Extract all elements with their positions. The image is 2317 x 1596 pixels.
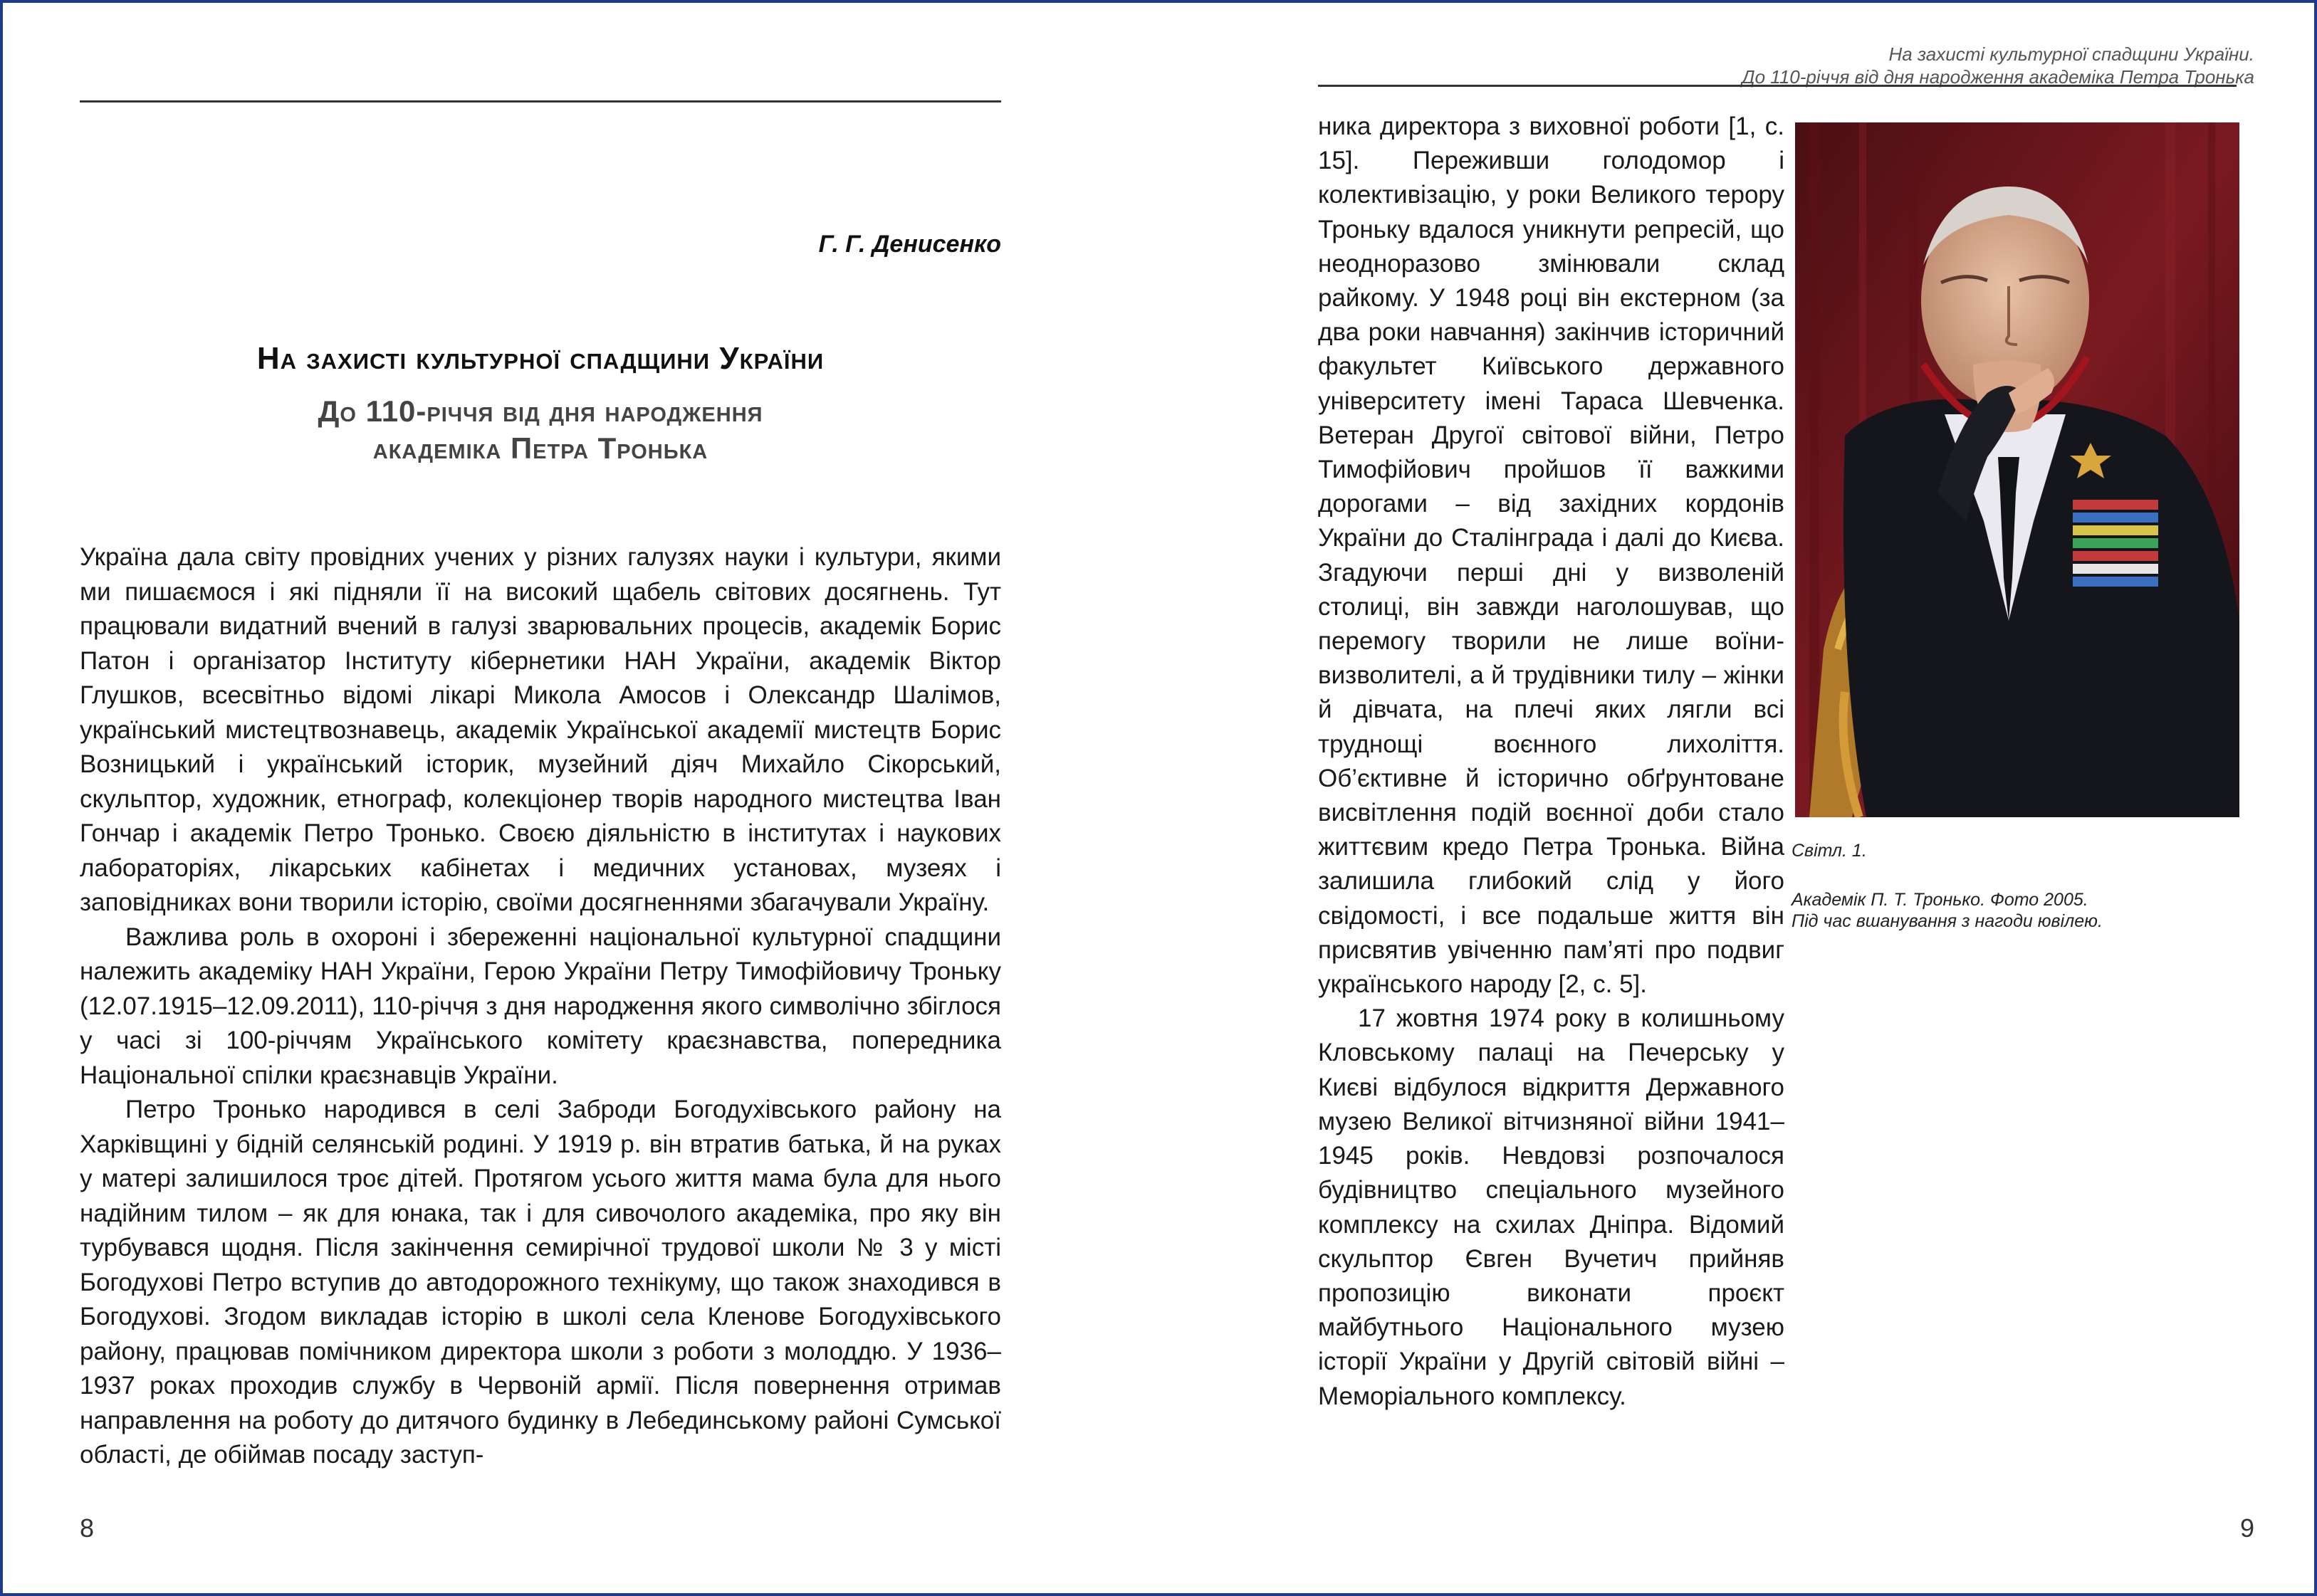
left-page	[3, 3, 1161, 1593]
right-page	[1161, 3, 2317, 1593]
photo-label: Світл. 1.	[1792, 841, 1867, 861]
body-text-left	[80, 540, 1001, 1473]
caption-line: Академік П. Т. Тронько. Фото 2005.	[1792, 890, 2088, 910]
subtitle-line: академіка Петра Тронька	[372, 431, 708, 465]
running-head-line: На захисті культурної спадщини України.	[1888, 43, 2254, 65]
page-number: 9	[2239, 1513, 2254, 1543]
paragraph: Україна дала світу провідних учених у різних галузях науки і культури, якими ми пишаємося і які підняли її на високий щабель світових досягнень. Тут працювали видатний вчений в галузі зварювальних процесів, академік Борис Патон і організатор Інституту кібернетики НАН України, академік Віктор Глушков, всесвітньо відомі лікарі Микола Амосов і Олександр Шалімов, український мистецтвознавець, академік Української академії мистецтв Борис Возницький і український історик, музейний діяч Михайло Сікорський, скульптор, художник, етнограф, колекціонер творів народного мистецтва Іван Гончар і академік Петро Тронько. Своєю діяльністю в інститутах і наукових лабораторіях, лікарських кабінетах і медичних установах, музеях і заповідниках вони творили історію, своїми досягненнями збагачували Україну.	[80, 543, 1001, 916]
paragraph: ника директора з виховної роботи [1, с. 15]. Переживши голодомор і колективізацію, у роки Великого терору Троньку вдалося уникнути репресій, що неодноразово змінювали склад райкому. У 1948 році він екстерном (за два роки навчання) закінчив історичний факультет Київського державного університету імені Тараса Шевченка. Ветеран Другої світової війни, Петро Тимофійович пройшов її важкими дорогами – від західних кордонів України до Сталінграда і далі до Києва. Згадуючи перші дні у визволеній столиці, він завжди наголошував, що перемогу творили не лише воїни-визволителі, а й трудівники тилу – жінки й дівчата, на плечі яких лягли всі труднощі воєнного лихоліття. Об’єктивне й історично обґрунтоване висвітлення подій воєнної доби стало життєвим кредо Петра Тронька. Війна залишила глибокий слід у його свідомості, і все подальше життя він присвятив увіченню пам’яті про подвиг українського народу [2, с. 5].	[1318, 112, 1784, 999]
photo-caption	[1792, 889, 2103, 932]
paragraph: Петро Тронько народився в селі Заброди Богодухівського району на Харківщині у бідній селянській родині. У 1919 р. він втратив батька, й на руках у матері залишилося троє дітей. Протягом усього життя мама була для нього надійним тилом – як для юнака, так і для сивочолого академіка, про яку він турбувався щодня. Після закінчення семирічної трудової школи № 3 у місті Богодухові Петро вступив до автодорожного технікуму, що також знаходився в Богодухові. Згодом викладав історію в школі села Кленове Богодухівського району, працював помічником директора школи з роботи з молоддю. У 1936–1937 роках проходив службу в Червоній армії. Після повернення отримав направлення на роботу до дитячого будинку в Лебединському районі Сумської області, де обіймав посаду заступ-	[80, 1096, 1001, 1469]
page-number: 8	[80, 1513, 95, 1543]
portrait-photo	[1795, 122, 2239, 817]
caption-line: Під час вшанування з нагоди ювілею.	[1792, 911, 2103, 931]
subtitle-line: До 110-річчя від дня народження	[318, 394, 763, 428]
running-head-line: До 110-річчя від дня народження академіка Петра Тронька	[1742, 66, 2254, 88]
header-rule	[1318, 85, 2237, 87]
article-subtitle	[80, 393, 1001, 467]
header-rule	[80, 100, 1001, 103]
running-head	[1742, 43, 2254, 88]
paragraph: Важлива роль в охороні і збереженні національної культурної спадщини належить академіку НАН України, Герою України Петру Тимофійовичу Троньку (12.07.1915–12.09.2011), 110-річчя з дня народження якого символічно збіглося у часі зі 100-річчям Українського комітету краєзнавства, попередника Національної спілки краєзнавців України.	[80, 923, 1001, 1089]
paragraph: 17 жовтня 1974 року в колишньому Кловському палаці на Печерську у Києві відбулося відкриття Державного музею Великої вітчизняної війни 1941–1945 років. Невдовзі розпочалося будівництво спеціального музейного комплексу на схилах Дніпра. Відомий скульптор Євген Вучетич прийняв пропозицію виконати проєкт майбутнього Національного музею історії України у Другій світовій війні – Меморіального комплексу.	[1318, 1004, 1784, 1410]
body-text-right	[1318, 110, 1784, 1414]
author-name: Г. Г. Денисенко	[818, 231, 1001, 258]
article-title: На захисті культурної спадщини України	[256, 341, 825, 376]
